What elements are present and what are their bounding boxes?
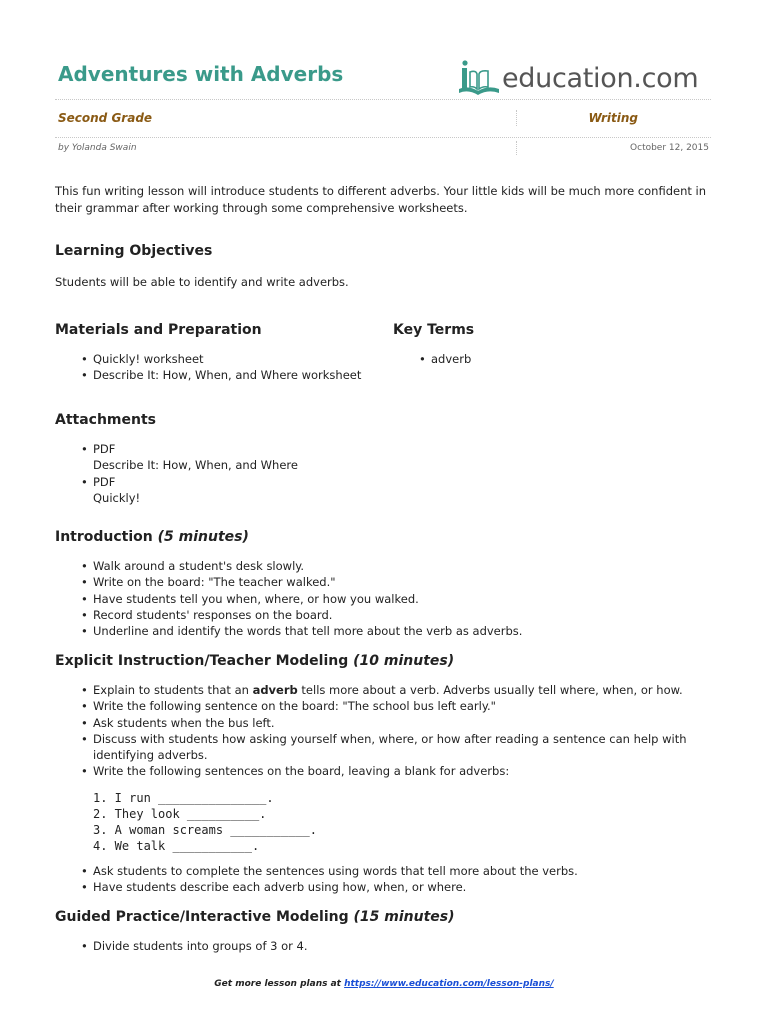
explicit-instruction-list-cont bbox=[55, 863, 578, 896]
objectives-heading: Learning Objectives bbox=[55, 243, 213, 259]
attachment-item[interactable] bbox=[55, 441, 298, 474]
introduction-heading: Introduction (5 minutes) bbox=[55, 529, 249, 545]
list-item: • Have students tell you when, where, or how you walked. bbox=[55, 591, 522, 607]
guided-practice-list bbox=[55, 938, 308, 954]
list-item: • Record students' responses on the board. bbox=[55, 607, 522, 623]
sentence-item: 4. We talk ___________. bbox=[93, 839, 260, 853]
attachments-list bbox=[55, 441, 298, 506]
materials-heading: Materials and Preparation bbox=[55, 322, 262, 338]
duration-label: (10 minutes) bbox=[353, 653, 455, 669]
grade-label: Second Grade bbox=[58, 111, 153, 125]
date-label: October 12, 2015 bbox=[630, 143, 709, 153]
term-adverb: adverb bbox=[252, 683, 298, 697]
sentence-item: 3. A woman screams ___________. bbox=[93, 823, 317, 837]
key-terms-list bbox=[393, 351, 471, 367]
attachment-name[interactable]: Describe It: How, When, and Where bbox=[93, 458, 298, 473]
list-item: • Explain to students that an adverb tells more about a verb. Adverbs usually tell where, when, or how. bbox=[55, 682, 715, 698]
sentence-item: 2. They look __________. bbox=[93, 807, 267, 821]
list-item: • Write on the board: "The teacher walked." bbox=[55, 574, 522, 590]
divider bbox=[55, 137, 711, 138]
author-label: by Yolanda Swain bbox=[58, 143, 137, 153]
guided-practice-heading: Guided Practice/Interactive Modeling (15 minutes) bbox=[55, 909, 455, 925]
attachment-name[interactable]: Quickly! bbox=[93, 490, 141, 505]
list-item: • Quickly! worksheet bbox=[55, 351, 361, 367]
lesson-plans-link[interactable]: https://www.education.com/lesson-plans/ bbox=[344, 979, 554, 989]
list-item: • Discuss with students how asking yourself when, where, or how after reading a sentence can help with identifying adverbs. bbox=[55, 731, 715, 764]
list-item: • Ask students to complete the sentences using words that tell more about the verbs. bbox=[55, 863, 578, 879]
list-item: • Divide students into groups of 3 or 4. bbox=[55, 938, 308, 954]
list-item: • Ask students when the bus left. bbox=[55, 715, 715, 731]
list-item: • Write the following sentence on the board: "The school bus left early." bbox=[55, 698, 715, 714]
intro-paragraph: This fun writing lesson will introduce students to different adverbs. Your little kids will be much more confident in their grammar after working through some comprehensive worksheets. bbox=[55, 184, 707, 215]
education-logo[interactable] bbox=[456, 58, 698, 98]
sentence-item: 1. I run _______________. bbox=[93, 791, 274, 805]
explicit-instruction-heading: Explicit Instruction/Teacher Modeling (10 minutes) bbox=[55, 653, 455, 669]
attachment-item[interactable] bbox=[55, 474, 298, 507]
duration-label: (5 minutes) bbox=[157, 529, 249, 545]
attachment-type: • PDF bbox=[93, 474, 116, 489]
divider bbox=[55, 99, 711, 100]
list-item: • Describe It: How, When, and Where worksheet bbox=[55, 367, 361, 383]
list-item: • adverb bbox=[393, 351, 471, 367]
introduction-list bbox=[55, 558, 522, 639]
list-item: • Underline and identify the words that tell more about the verb as adverbs. bbox=[55, 623, 522, 639]
sentence-list bbox=[93, 790, 317, 854]
footer-text: Get more lesson plans at bbox=[214, 979, 345, 989]
explicit-instruction-list bbox=[55, 682, 715, 780]
logo-wordmark: education.com bbox=[502, 62, 699, 94]
list-item: • Walk around a student's desk slowly. bbox=[55, 558, 522, 574]
materials-list bbox=[55, 351, 361, 384]
attachments-heading: Attachments bbox=[55, 412, 157, 428]
subject-label: Writing bbox=[588, 111, 638, 125]
key-terms-heading: Key Terms bbox=[393, 322, 475, 338]
attachment-type: • PDF bbox=[93, 442, 116, 456]
book-person-icon bbox=[456, 58, 502, 98]
duration-label: (15 minutes) bbox=[353, 909, 455, 925]
footer bbox=[0, 979, 768, 989]
objectives-text: Students will be able to identify and write adverbs. bbox=[55, 275, 349, 289]
list-item: • Have students describe each adverb using how, when, or where. bbox=[55, 879, 578, 895]
divider bbox=[516, 141, 517, 155]
divider bbox=[516, 110, 517, 126]
list-item: • Write the following sentences on the board, leaving a blank for adverbs: bbox=[55, 763, 715, 779]
page-title: Adventures with Adverbs bbox=[58, 62, 344, 86]
